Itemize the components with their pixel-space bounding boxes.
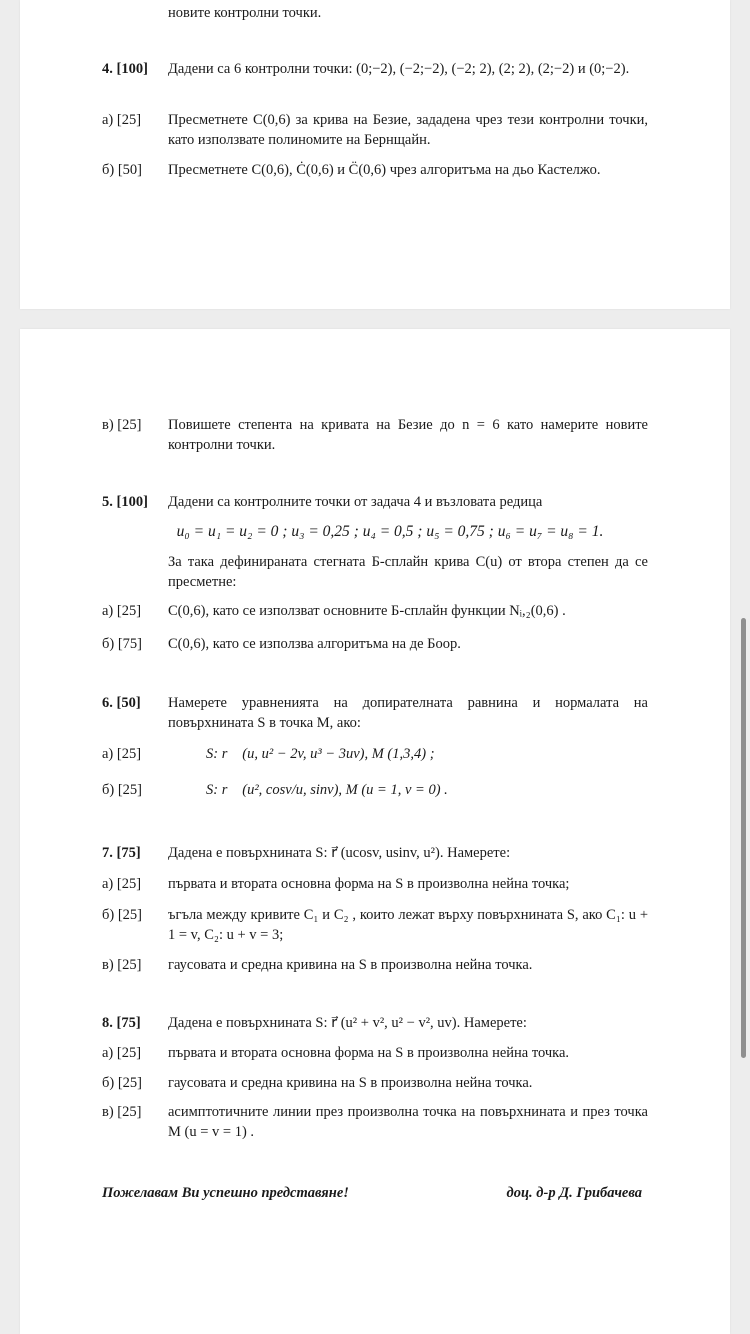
problem-7c-label: в) [25]: [102, 957, 142, 973]
vertical-scrollbar[interactable]: [741, 618, 746, 1058]
problem-5a-text: C(0,6), като се използват основните Б-сплайн функции Nᵢ,₂(0,6) .: [168, 603, 566, 619]
problem-6b-text: S: r⃗ (u², cosv/u, sinv), M (u = 1, v = 0) .: [206, 782, 448, 798]
problem-8b-label: б) [25]: [102, 1075, 142, 1091]
problem-7b-label: б) [25]: [102, 907, 142, 923]
problem-5-text2: За така дефинираната стегната Б-сплайн крива C(u) от втора степен да се пресметне:: [168, 554, 648, 590]
exam-page-2: [20, 329, 730, 1334]
problem-7-text: Дадена е повърхнината S: r⃗ (ucosv, usinv, u²). Намерете:: [168, 845, 511, 861]
problem-8b-text: гаусовата и средна кривина на S в произволна нейна точка.: [168, 1075, 533, 1091]
problem-7a-label: а) [25]: [102, 876, 142, 892]
problem-6-label: 6. [50]: [102, 695, 141, 711]
exam-page-1: [20, 0, 730, 309]
good-luck-wish: Пожелавам Ви успешно представяне!: [102, 1185, 349, 1201]
problem-4c-text: Повишете степента на кривата на Безие до n = 6 като намерите новите контролни точки.: [168, 417, 648, 453]
problem-6a-text: S: r⃗ (u, u² − 2v, u³ − 3uv), M (1,3,4) ;: [206, 746, 435, 762]
problem-4a-label: а) [25]: [102, 112, 142, 128]
problem-4c-label: в) [25]: [102, 417, 142, 433]
problem-8c-text: асимптотичните линии през произволна точка на повърхнината и през точка M (u = v = 1) .: [168, 1104, 648, 1140]
problem-7b-text: ъгъла между кривите C₁ и C₂ , които лежат върху повърхнината S, ако C₁: u + 1 = v, C₂: u + v = 3;: [168, 907, 648, 943]
problem-4b-text: Пресметнете C(0,6), Ċ(0,6) и C̈(0,6) чрез алгоритъма на дьо Кастелжо.: [168, 162, 601, 178]
problem-6-text: Намерете уравненията на допирателната равнина и нормалата на повърхнината S в точка M, ако:: [168, 695, 648, 731]
problem-5a-label: а) [25]: [102, 603, 142, 619]
continued-text: новите контролни точки.: [168, 5, 322, 21]
problem-7-label: 7. [75]: [102, 845, 141, 861]
problem-7a-text: първата и втората основна форма на S в произволна нейна точка;: [168, 876, 570, 892]
problem-5-label: 5. [100]: [102, 494, 148, 510]
author-signature: доц. д-р Д. Грибачева: [506, 1185, 642, 1201]
problem-5-text: Дадени са контролните точки от задача 4 и възловата редица: [168, 494, 543, 510]
problem-7c-text: гаусовата и средна кривина на S в произволна нейна точка.: [168, 957, 533, 973]
problem-6a-label: а) [25]: [102, 746, 142, 762]
problem-5b-label: б) [75]: [102, 636, 142, 652]
problem-8c-label: в) [25]: [102, 1104, 142, 1120]
problem-4-label: 4. [100]: [102, 61, 148, 77]
problem-4a-text: Пресметнете C(0,6) за крива на Безие, зададена чрез тези контролни точки, като използвате полиномите на Бернщайн.: [168, 112, 648, 148]
problem-8-label: 8. [75]: [102, 1015, 141, 1031]
problem-8a-label: а) [25]: [102, 1045, 142, 1061]
problem-8-text: Дадена е повърхнината S: r⃗ (u² + v², u² − v², uv). Намерете:: [168, 1015, 527, 1031]
problem-4-text: Дадени са 6 контролни точки: (0;−2), (−2;−2), (−2; 2), (2; 2), (2;−2) и (0;−2).: [168, 61, 630, 77]
problem-4b-label: б) [50]: [102, 162, 142, 178]
knot-sequence-text: u₀ = u₁ = u₂ = 0 ; u₃ = 0,25 ; u₄ = 0,5 ; u₅ = 0,75 ; u₆ = u₇ = u₈ = 1.: [176, 523, 604, 540]
problem-8a-text: първата и втората основна форма на S в произволна нейна точка.: [168, 1045, 570, 1061]
problem-5b-text: C(0,6), като се използва алгоритъма на де Боор.: [168, 636, 461, 652]
problem-6b-label: б) [25]: [102, 782, 142, 798]
